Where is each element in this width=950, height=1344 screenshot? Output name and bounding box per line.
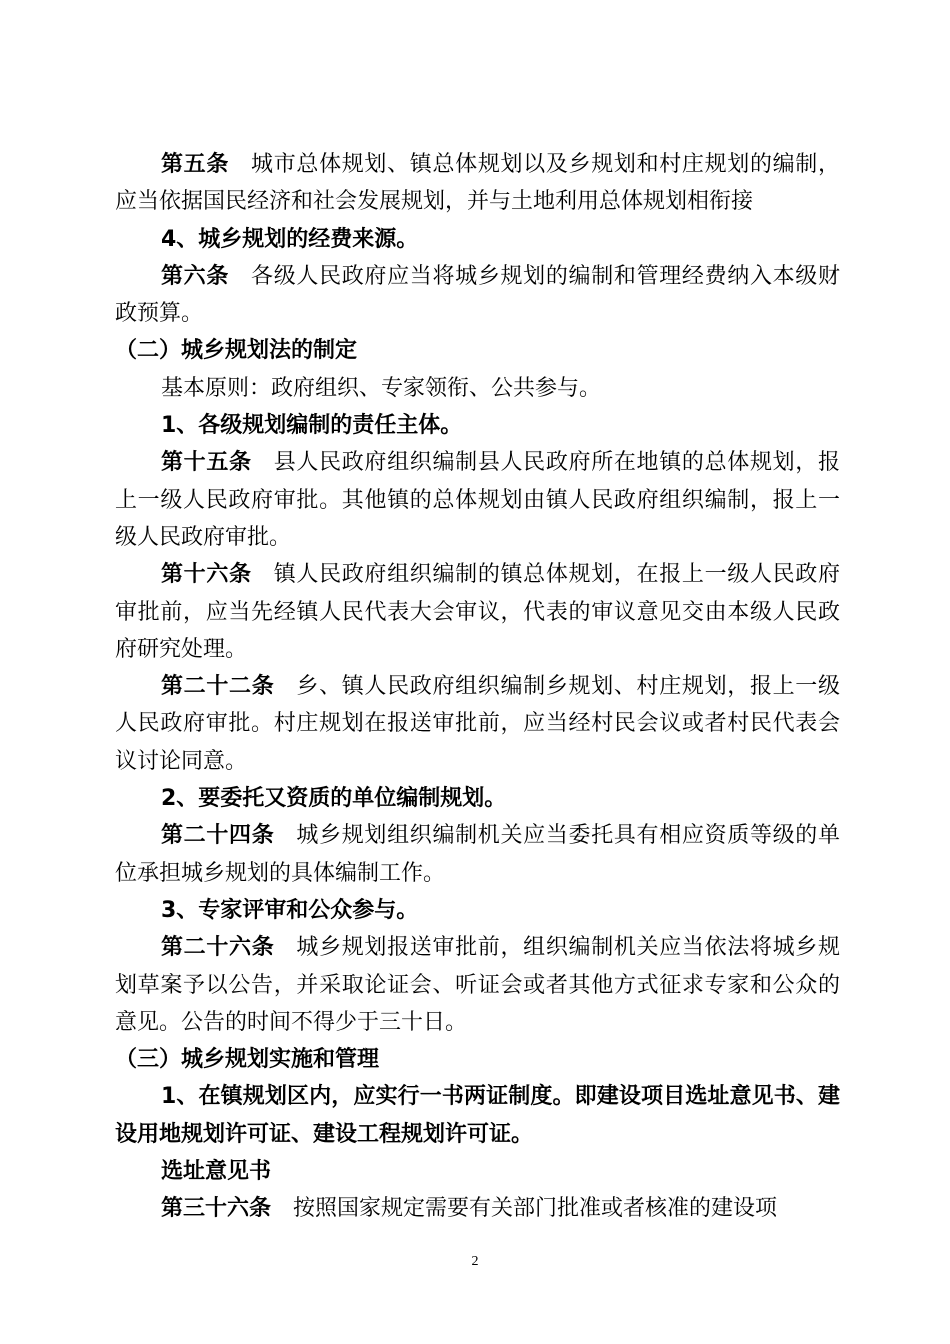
article-text: 镇人民政府组织编制的镇总体规划，在报上一级人民政府审批前，应当先经镇人民代表大会审议，代表的审议意见交由本级人民政府研究处理。 [115, 562, 840, 662]
article-label: 第二十六条 [161, 935, 275, 961]
paragraph-article-22 [115, 668, 840, 780]
article-label: 第五条 [161, 152, 230, 177]
article-label: 第二十四条 [161, 823, 275, 849]
article-label: 第十六条 [161, 562, 252, 588]
heading-funding: 4、城乡规划的经费来源。 [161, 226, 419, 252]
article-text: 城乡规划组织编制机关应当委托具有相应资质等级的单位承担城乡规划的具体编制工作。 [115, 823, 840, 886]
article-label: 第十五条 [161, 450, 252, 476]
paragraph-article-16 [115, 556, 840, 668]
article-label: 第六条 [161, 263, 230, 289]
section-heading-3: （三）城乡规划实施和管理 [115, 1047, 380, 1073]
paragraph-article-24 [115, 817, 840, 892]
heading-permit-system: 1、在镇规划区内，应实行一书两证制度。即建设项目选址意见书、建设用地规划许可证、建设工程规划许可证。 [115, 1084, 840, 1147]
article-text: 城乡规划报送审批前，组织编制机关应当依法将城乡规划草案予以公告，并采取论证会、听证会或者其他方式征求专家和公众的意见。公告的时间不得少于三十日。 [115, 935, 840, 1035]
article-text: 按照国家规定需要有关部门批准或者核准的建设项 [293, 1196, 778, 1222]
article-text: 城市总体规划、镇总体规划以及乡规划和村庄规划的编制，应当依据国民经济和社会发展规划，并与土地利用总体规划相衔接 [115, 152, 840, 215]
section-heading-2: （二）城乡规划法的制定 [115, 338, 358, 364]
paragraph-article-26 [115, 929, 840, 1041]
body-text [115, 146, 840, 1228]
principles-line: 基本原则：政府组织、专家领衔、公共参与。 [161, 375, 602, 401]
paragraph-article-15 [115, 444, 840, 556]
paragraph-article-36 [115, 1190, 840, 1227]
article-text: 各级人民政府应当将城乡规划的编制和管理经费纳入本级财政预算。 [115, 263, 840, 327]
paragraph-article-5 [115, 146, 840, 221]
paragraph-article-6 [115, 258, 840, 333]
heading-qualified-units: 2、要委托又资质的单位编制规划。 [161, 786, 507, 812]
heading-site-opinion: 选址意见书 [161, 1159, 272, 1185]
article-text: 乡、镇人民政府组织编制乡规划、村庄规划，报上一级人民政府审批。村庄规划在报送审批前，应当经村民会议或者村民代表会议讨论同意。 [115, 674, 840, 774]
heading-expert-review: 3、专家评审和公众参与。 [161, 897, 419, 923]
page-number: 2 [471, 1254, 479, 1269]
article-label: 第二十二条 [161, 674, 275, 700]
article-label: 第三十六条 [161, 1196, 272, 1222]
article-text: 县人民政府组织编制县人民政府所在地镇的总体规划，报上一级人民政府审批。其他镇的总体规划由镇人民政府组织编制，报上一级人民政府审批。 [115, 450, 840, 550]
heading-responsibility: 1、各级规划编制的责任主体。 [161, 413, 463, 439]
